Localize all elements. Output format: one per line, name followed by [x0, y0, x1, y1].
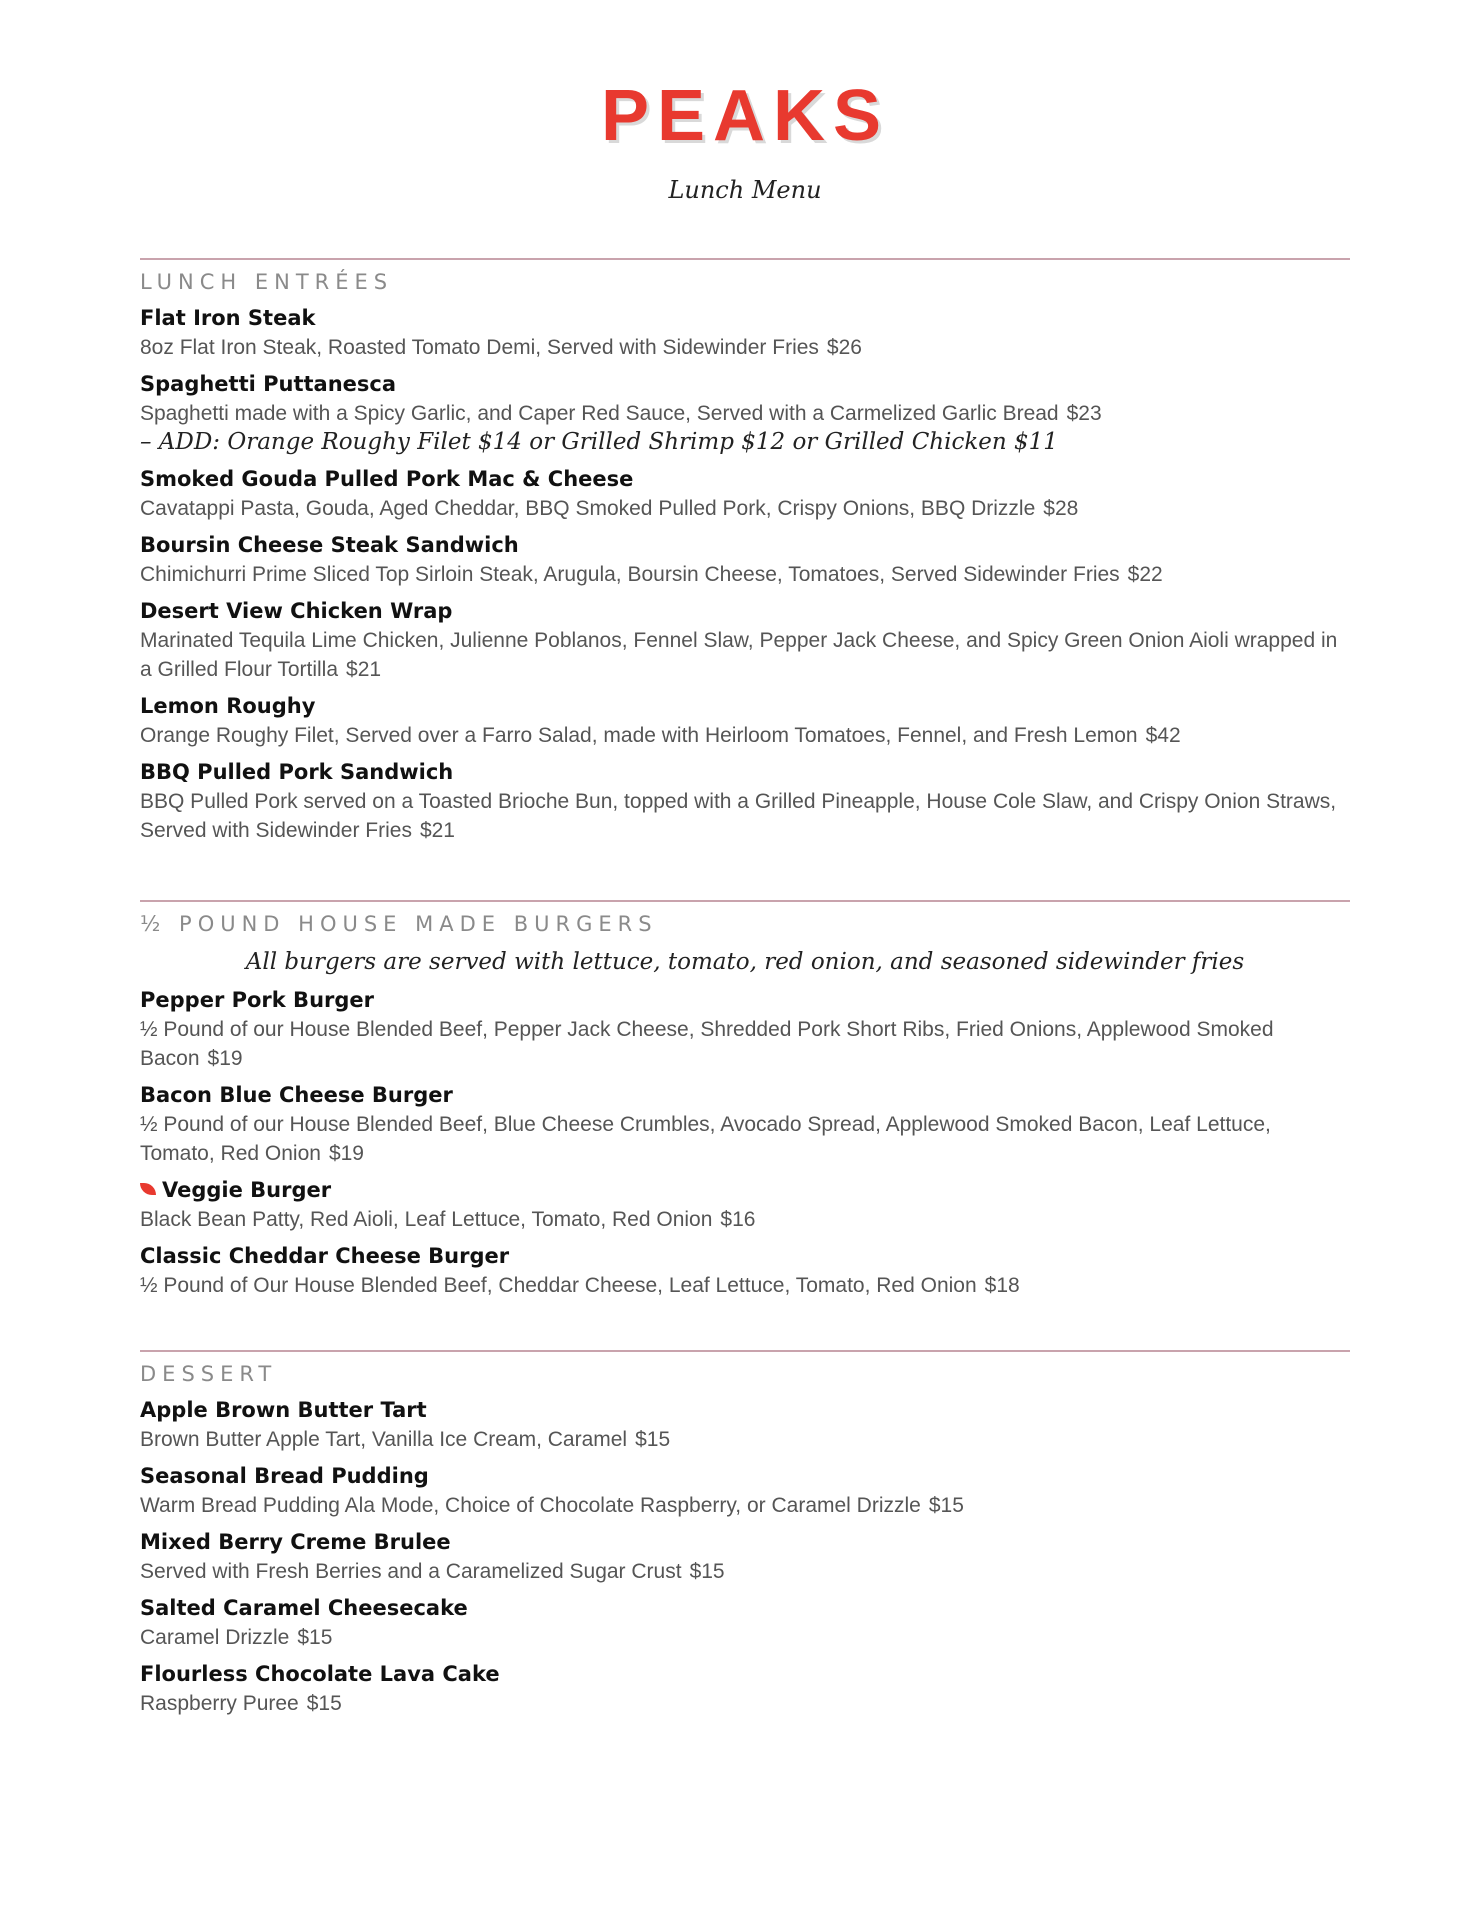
item-name: Flat Iron Steak — [140, 306, 316, 330]
item-price: $16 — [720, 1208, 756, 1231]
item-price: $22 — [1127, 563, 1163, 586]
item-description — [140, 1491, 1350, 1520]
item-description — [140, 560, 1350, 589]
item-description — [140, 1689, 1350, 1718]
item-name: Veggie Burger — [162, 1178, 332, 1202]
menu-item — [140, 1660, 1350, 1718]
item-description — [140, 1015, 1350, 1073]
item-description — [140, 1623, 1350, 1652]
item-description — [140, 787, 1350, 845]
item-desc-text: Chimichurri Prime Sliced Top Sirloin Steak, Arugula, Boursin Cheese, Tomatoes, Served Sidewinder Fries — [140, 563, 1120, 586]
item-desc-text: Cavatappi Pasta, Gouda, Aged Cheddar, BBQ Smoked Pulled Pork, Crispy Onions, BBQ Drizzle — [140, 497, 1036, 520]
menu-item — [140, 1462, 1350, 1520]
item-name: Lemon Roughy — [140, 694, 316, 718]
item-desc-text: Raspberry Puree — [140, 1692, 299, 1715]
item-description — [140, 1205, 1350, 1234]
menu-item — [140, 1176, 1350, 1234]
section-entrees — [140, 258, 1350, 845]
section-title: DESSERT — [140, 1362, 278, 1386]
item-price: $26 — [826, 336, 862, 359]
item-name: Bacon Blue Cheese Burger — [140, 1083, 453, 1107]
item-desc-text: ½ Pound of our House Blended Beef, Pepper Jack Cheese, Shredded Pork Short Ribs, Fried Onions, Applewood Smoked Bacon — [140, 1018, 1274, 1070]
item-desc-text: Marinated Tequila Lime Chicken, Julienne Poblanos, Fennel Slaw, Pepper Jack Cheese, and Spicy Green Onion Aioli wrapped in a Grilled Flour Tortilla — [140, 629, 1338, 681]
item-price: $18 — [984, 1274, 1020, 1297]
item-price: $21 — [346, 658, 382, 681]
item-desc-text: Caramel Drizzle — [140, 1626, 290, 1649]
item-addon: – ADD: Orange Roughy Filet $14 or Grilled Shrimp $12 or Grilled Chicken $11 — [140, 429, 1058, 455]
item-name: Salted Caramel Cheesecake — [140, 1596, 468, 1620]
item-name: Pepper Pork Burger — [140, 988, 375, 1012]
menu-item — [140, 370, 1350, 457]
item-name: Flourless Chocolate Lava Cake — [140, 1662, 500, 1686]
section-dessert — [140, 1350, 1350, 1718]
item-price: $42 — [1145, 724, 1181, 747]
item-description — [140, 626, 1350, 684]
item-description — [140, 721, 1350, 750]
item-description — [140, 1110, 1350, 1168]
item-name: Seasonal Bread Pudding — [140, 1464, 429, 1488]
item-desc-text: Orange Roughy Filet, Served over a Farro Salad, made with Heirloom Tomatoes, Fennel, and Fresh Lemon — [140, 724, 1138, 747]
item-desc-text: Black Bean Patty, Red Aioli, Leaf Lettuce, Tomato, Red Onion — [140, 1208, 713, 1231]
section-divider — [140, 900, 1350, 902]
item-description — [140, 399, 1350, 428]
item-desc-text: 8oz Flat Iron Steak, Roasted Tomato Demi, Served with Sidewinder Fries — [140, 336, 819, 359]
section-burgers — [140, 900, 1350, 1300]
menu-item — [140, 304, 1350, 362]
section-title: ½ POUND HOUSE MADE BURGERS — [140, 912, 658, 936]
menu-item — [140, 692, 1350, 750]
item-price: $15 — [689, 1560, 725, 1583]
menu-item — [140, 986, 1350, 1073]
item-name-row — [140, 1176, 1350, 1205]
menu-item — [140, 1594, 1350, 1652]
item-desc-text: Served with Fresh Berries and a Caramelized Sugar Crust — [140, 1560, 682, 1583]
item-name: Desert View Chicken Wrap — [140, 599, 453, 623]
section-note: All burgers are served with lettuce, tomato, red onion, and seasoned sidewinder fries — [245, 949, 1245, 975]
item-name: Apple Brown Butter Tart — [140, 1398, 427, 1422]
menu-item — [140, 1528, 1350, 1586]
item-price: $15 — [306, 1692, 342, 1715]
item-price: $15 — [635, 1428, 671, 1451]
item-price: $21 — [419, 819, 455, 842]
menu-subtitle: Lunch Menu — [668, 176, 822, 204]
item-name: Boursin Cheese Steak Sandwich — [140, 533, 519, 557]
item-price: $23 — [1066, 402, 1102, 425]
item-desc-text: ½ Pound of Our House Blended Beef, Cheddar Cheese, Leaf Lettuce, Tomato, Red Onion — [140, 1274, 977, 1297]
menu-item — [140, 758, 1350, 845]
menu-item — [140, 531, 1350, 589]
item-name: Smoked Gouda Pulled Pork Mac & Cheese — [140, 467, 634, 491]
menu-item — [140, 465, 1350, 523]
item-price: $15 — [928, 1494, 964, 1517]
leaf-icon — [140, 1183, 156, 1195]
item-name: BBQ Pulled Pork Sandwich — [140, 760, 454, 784]
item-price: $19 — [207, 1047, 243, 1070]
item-description — [140, 1271, 1350, 1300]
item-desc-text: Warm Bread Pudding Ala Mode, Choice of Chocolate Raspberry, or Caramel Drizzle — [140, 1494, 921, 1517]
section-title: LUNCH ENTRÉES — [140, 270, 394, 294]
item-price: $28 — [1043, 497, 1079, 520]
menu-item — [140, 597, 1350, 684]
item-description — [140, 333, 1350, 362]
item-description — [140, 494, 1350, 523]
item-desc-text: Brown Butter Apple Tart, Vanilla Ice Cream, Caramel — [140, 1428, 628, 1451]
section-divider — [140, 258, 1350, 260]
menu-item — [140, 1242, 1350, 1300]
brand-logo: PEAKS — [600, 76, 890, 156]
section-divider — [140, 1350, 1350, 1352]
item-description — [140, 1425, 1350, 1454]
item-price: $19 — [328, 1142, 364, 1165]
item-desc-text: ½ Pound of our House Blended Beef, Blue Cheese Crumbles, Avocado Spread, Applewood Smoked Bacon, Leaf Lettuce, Tomato, Red Onion — [140, 1113, 1271, 1165]
item-name: Spaghetti Puttanesca — [140, 372, 397, 396]
menu-item — [140, 1081, 1350, 1168]
menu-item — [140, 1396, 1350, 1454]
item-description — [140, 1557, 1350, 1586]
item-price: $15 — [297, 1626, 333, 1649]
item-desc-text: BBQ Pulled Pork served on a Toasted Brioche Bun, topped with a Grilled Pineapple, House Cole Slaw, and Crispy Onion Straws, Served with Sidewinder Fries — [140, 790, 1337, 842]
item-desc-text: Spaghetti made with a Spicy Garlic, and Caper Red Sauce, Served with a Carmelized Garlic Bread — [140, 402, 1059, 425]
item-name: Mixed Berry Creme Brulee — [140, 1530, 451, 1554]
item-name: Classic Cheddar Cheese Burger — [140, 1244, 510, 1268]
